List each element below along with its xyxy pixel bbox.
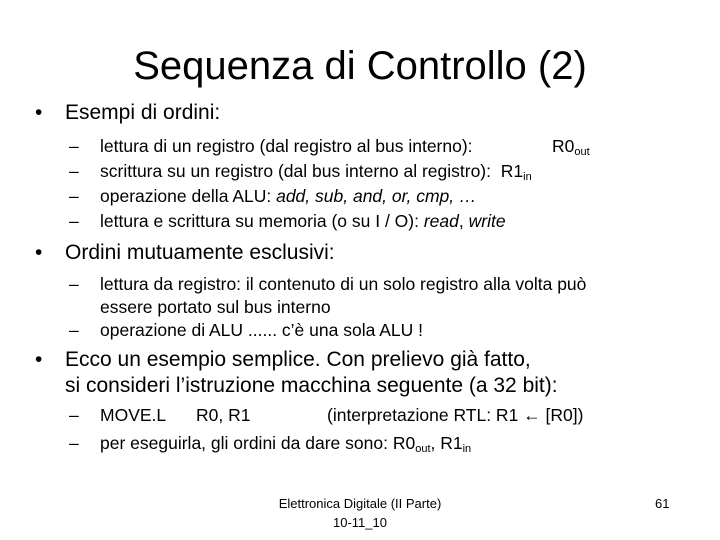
bullet-text: Ordini mutuamente esclusivi:: [65, 241, 335, 264]
subitem-write-register: [69, 160, 532, 183]
dash-icon: –: [69, 161, 79, 181]
subitem-text: lettura e scrittura su memoria (o su I / O):: [100, 211, 424, 231]
bullet-icon: •: [35, 348, 43, 371]
dash-icon: –: [69, 186, 79, 206]
bullet-mutually-exclusive: [35, 240, 335, 266]
subitem-move-instruction: [69, 404, 584, 427]
signal-r1in: $R1_{in}$: [440, 433, 472, 455]
subitem-text: scrittura su un registro (dal bus interno al registro):: [100, 161, 491, 181]
footer-course: Elettronica Digitale (II Parte): [278, 496, 442, 511]
alu-ops: add, sub, and, or, cmp, …: [276, 186, 477, 206]
subitem-text: lettura di un registro (dal registro al bus interno):: [100, 136, 473, 156]
bullet-examples: [35, 100, 221, 126]
subitem-read-register: [69, 135, 590, 158]
dash-icon: –: [69, 136, 79, 156]
subitem-register-read: [69, 273, 587, 319]
op-write: write: [468, 211, 506, 231]
footer: [240, 494, 480, 532]
page-number: 61: [655, 496, 670, 511]
op-read: read: [423, 211, 459, 231]
subitem-text: operazione della ALU:: [100, 186, 277, 206]
subitem-alu-single: [69, 319, 423, 342]
slide-title: Sequenza di Controllo (2): [133, 44, 587, 88]
dash-icon: –: [69, 211, 79, 231]
dash-icon: –: [69, 320, 79, 340]
signal-r0out: $R0_{out}$: [552, 136, 590, 158]
subitem-orders: – per eseguirla, gli ordini da dare sono: $R0_{out}$, $R1_{in}$: [69, 433, 472, 455]
subitem-line: essere portato sul bus interno: [100, 297, 331, 317]
subitem-text: operazione di ALU ...... c’è una sola ALU !: [100, 320, 423, 340]
subitem-alu-operations: [69, 185, 477, 208]
bullet-line: si consideri l’istruzione macchina seguente (a 32 bit):: [65, 374, 558, 397]
bullet-text: Esempi di ordini:: [65, 101, 221, 124]
subitem-memory-io: – lettura e scrittura su memoria (o su I / O): read, write: [69, 211, 506, 231]
rtl-interpretation: (interpretazione RTL: R1 ← [R0]): [327, 405, 584, 425]
footer-code: 10-11_10: [333, 515, 387, 530]
dash-icon: –: [69, 433, 79, 453]
subitem-text: per eseguirla, gli ordini da dare sono:: [100, 433, 393, 453]
bullet-simple-example: [35, 347, 558, 399]
instruction-mnemonic: MOVE.L: [100, 405, 167, 425]
instruction-operands: R0, R1: [196, 405, 251, 425]
signal-r0out: $R0_{out}$: [392, 433, 431, 455]
dash-icon: –: [69, 405, 79, 425]
signal-r1in: $R1_{in}$: [500, 161, 532, 183]
subitem-line: lettura da registro: il contenuto di un solo registro alla volta può: [100, 274, 587, 294]
bullet-line: Ecco un esempio semplice. Con prelievo già fatto,: [65, 348, 531, 371]
bullet-icon: •: [35, 241, 43, 264]
dash-icon: –: [69, 274, 79, 294]
bullet-icon: •: [35, 101, 43, 124]
